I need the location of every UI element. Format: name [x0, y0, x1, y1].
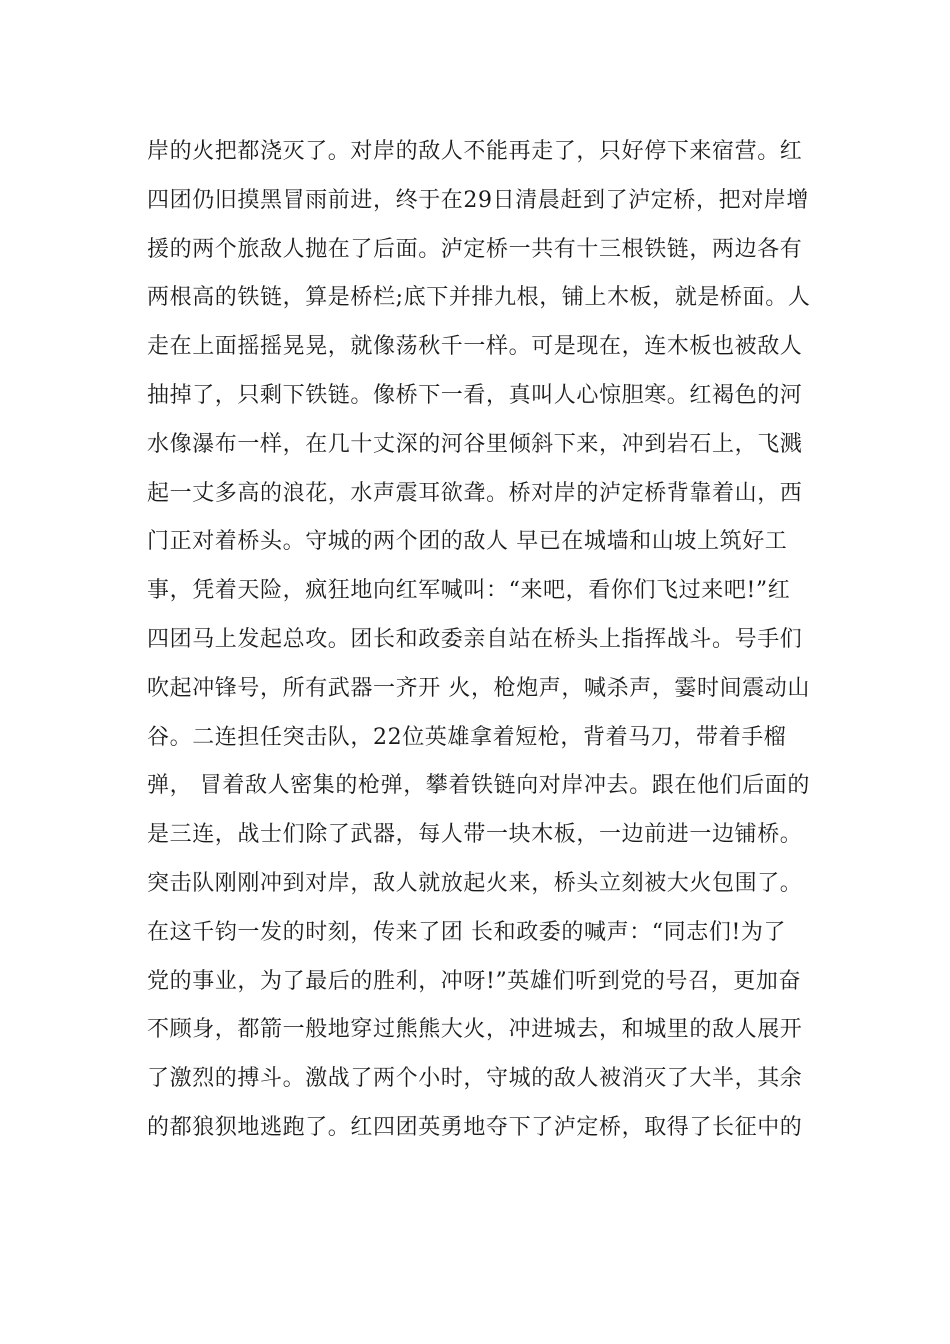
text-line: 不顾身，都箭一般地穿过熊熊大火，冲进城去，和城里的敌人展开	[147, 1017, 803, 1043]
text-line: 吹起冲锋号，所有武器一齐开 火，枪炮声，喊杀声，霎时间震动山	[147, 675, 810, 701]
text-line: 门正对着桥头。守城的两个团的敌人 早已在城墙和山坡上筑好工	[147, 529, 788, 555]
text-line: 在这千钧一发的时刻，传来了团 长和政委的喊声：“同志们!为了	[147, 919, 787, 945]
text-line: 了激烈的搏斗。激战了两个小时，守城的敌人被消灭了大半，其余	[147, 1066, 803, 1092]
text-line: 事，凭着天险，疯狂地向红军喊叫：“来吧，看你们飞过来吧!”红	[147, 578, 791, 604]
text-line: 两根高的铁链，算是桥栏;底下并排九根，铺上木板，就是桥面。人	[147, 285, 811, 311]
text-line: 的都狼狈地逃跑了。红四团英勇地夺下了泸定桥，取得了长征中的	[147, 1114, 803, 1140]
body-text	[147, 128, 827, 1153]
text-line: 抽掉了，只剩下铁链。像桥下一看，真叫人心惊胆寒。红褐色的河	[147, 382, 803, 408]
text-line: 是三连，战士们除了武器，每人带一块木板，一边前进一边铺桥。	[147, 822, 803, 848]
text-line: 突击队刚刚冲到对岸，敌人就放起火来，桥头立刻被大火包围了。	[147, 870, 803, 896]
text-line: 援的两个旅敌人抛在了后面。泸定桥一共有十三根铁链，两边各有	[147, 236, 803, 262]
text-line: 走在上面摇摇晃晃，就像荡秋千一样。可是现在，连木板也被敌人	[147, 334, 803, 360]
text-line: 起一丈多高的浪花，水声震耳欲聋。桥对岸的泸定桥背靠着山，西	[147, 480, 803, 506]
text-line: 水像瀑布一样，在几十丈深的河谷里倾斜下来，冲到岩石上，飞溅	[147, 431, 803, 457]
text-line: 四团马上发起总攻。团长和政委亲自站在桥头上指挥战斗。号手们	[147, 626, 803, 652]
text-line: 党的事业，为了最后的胜利，冲呀!”英雄们听到党的号召，更加奋	[147, 968, 802, 994]
text-line: 谷。二连担任突击队，22位英雄拿着短枪，背着马刀，带着手榴	[147, 724, 787, 750]
text-line: 弹， 冒着敌人密集的枪弹，攀着铁链向对岸冲去。跟在他们后面的	[147, 773, 810, 799]
text-line: 岸的火把都浇灭了。对岸的敌人不能再走了，只好停下来宿营。红	[147, 139, 803, 164]
text-line: 四团仍旧摸黑冒雨前进，终于在29日清晨赶到了泸定桥，把对岸增	[147, 187, 809, 213]
